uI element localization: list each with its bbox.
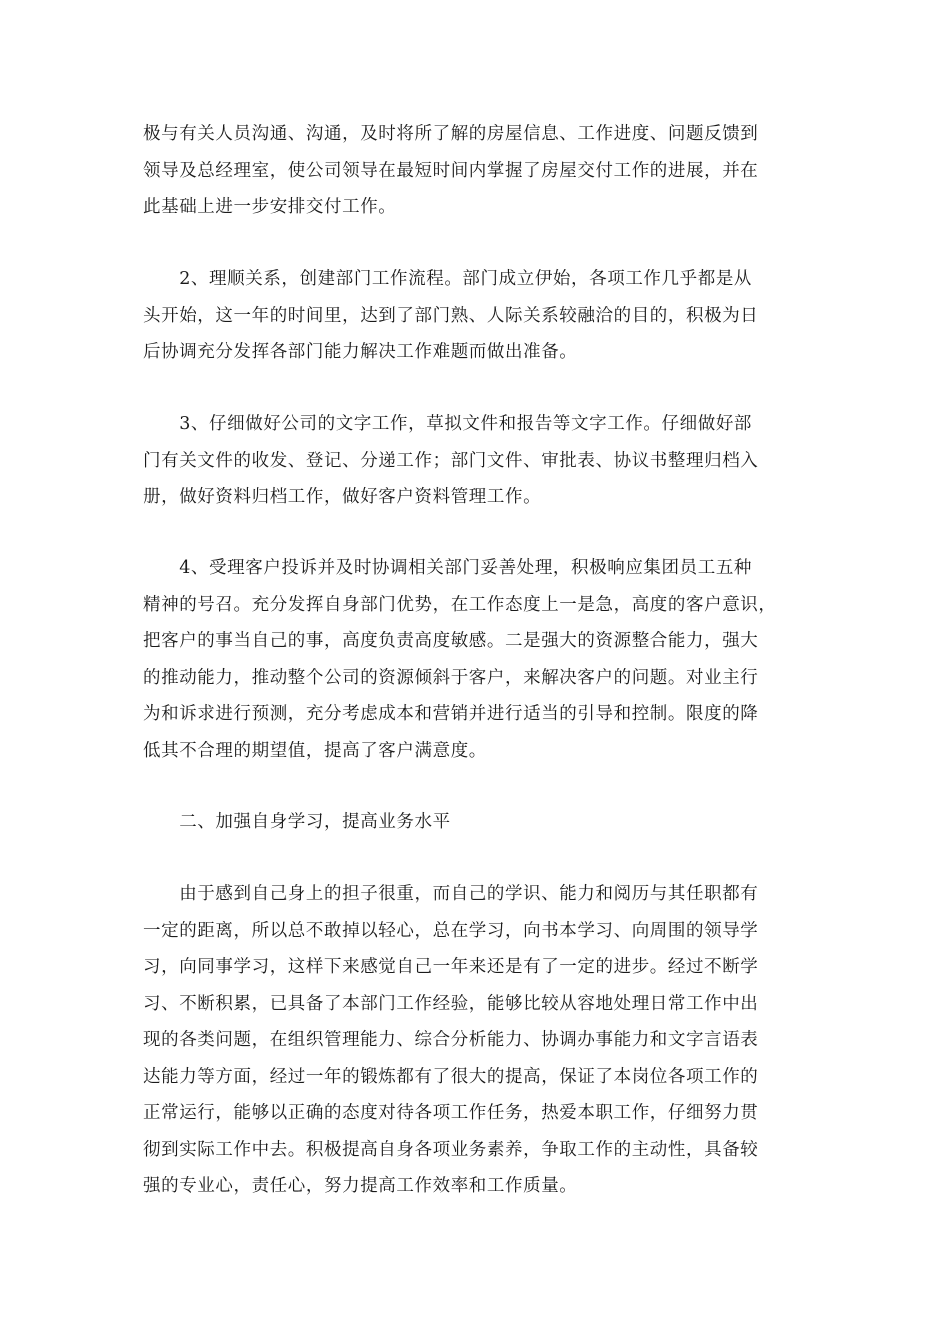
paragraph-2 <box>143 261 803 371</box>
section-heading <box>143 804 803 841</box>
paragraph-line: 4、受理客户投诉并及时协调相关部门妥善处理，积极响应集团员工五种 <box>143 558 753 578</box>
paragraph-line: 后协调充分发挥各部门能力解决工作难题而做出准备。 <box>143 342 578 362</box>
paragraph-line: 达能力等方面，经过一年的锻炼都有了很大的提高，保证了本岗位各项工作的 <box>143 1066 759 1087</box>
paragraph-line: 现的各类问题，在组织管理能力、综合分析能力、协调办事能力和文字言语表 <box>143 1030 759 1050</box>
paragraph-line: 的推动能力，推动整个公司的资源倾斜于客户，来解决客户的问题。对业主行 <box>143 667 759 688</box>
paragraph-line: 低其不合理的期望值，提高了客户满意度。 <box>143 740 487 761</box>
paragraph-line: 习，向同事学习，这样下来感觉自己一年来还是有了一定的进步。经过不断学 <box>143 957 759 977</box>
paragraph-1 <box>143 116 803 226</box>
paragraph-line: 一定的距离，所以总不敢掉以轻心，总在学习，向书本学习、向周围的领导学 <box>143 920 759 941</box>
paragraph-3 <box>143 406 803 516</box>
paragraph-line: 强的专业心，责任心，努力提高工作效率和工作质量。 <box>143 1176 578 1196</box>
paragraph-line: 门有关文件的收发、登记、分递工作；部门文件、审批表、协议书整理归档入 <box>143 450 759 471</box>
paragraph-4 <box>143 550 803 769</box>
paragraph-line: 2、理顺关系，创建部门工作流程。部门成立伊始，各项工作几乎都是从 <box>143 269 753 289</box>
paragraph-line: 彻到实际工作中去。积极提高自身各项业务素养，争取工作的主动性，具备较 <box>143 1139 759 1160</box>
paragraph-line: 把客户的事当自己的事，高度负责高度敏感。二是强大的资源整合能力，强大 <box>143 631 759 651</box>
heading-line: 二、加强自身学习，提高业务水平 <box>143 812 451 832</box>
paragraph-line: 领导及总经理室，使公司领导在最短时间内掌握了房屋交付工作的进展，并在 <box>143 160 759 181</box>
paragraph-line: 精神的号召。充分发挥自身部门优势，在工作态度上一是急，高度的客户意识， <box>143 594 777 615</box>
paragraph-line: 习、不断积累，已具备了本部门工作经验，能够比较从容地处理日常工作中出 <box>143 993 759 1014</box>
paragraph-line: 为和诉求进行预测，充分考虑成本和营销并进行适当的引导和控制。限度的降 <box>143 704 759 724</box>
paragraph-line: 册，做好资料归档工作，做好客户资料管理工作。 <box>143 487 542 507</box>
paragraph-5 <box>143 876 803 1205</box>
paragraph-line: 此基础上进一步安排交付工作。 <box>143 197 397 217</box>
paragraph-line: 3、仔细做好公司的文字工作，草拟文件和报告等文字工作。仔细做好部 <box>143 414 753 434</box>
paragraph-line: 由于感到自己身上的担子很重，而自己的学识、能力和阅历与其任职都有 <box>143 884 759 904</box>
paragraph-line: 正常运行，能够以正确的态度对待各项工作任务，热爱本职工作，仔细努力贯 <box>143 1103 759 1123</box>
paragraph-line: 极与有关人员沟通、沟通，及时将所了解的房屋信息、工作进度、问题反馈到 <box>143 124 759 144</box>
paragraph-line: 头开始，这一年的时间里，达到了部门熟、人际关系较融洽的目的，积极为日 <box>143 305 759 326</box>
